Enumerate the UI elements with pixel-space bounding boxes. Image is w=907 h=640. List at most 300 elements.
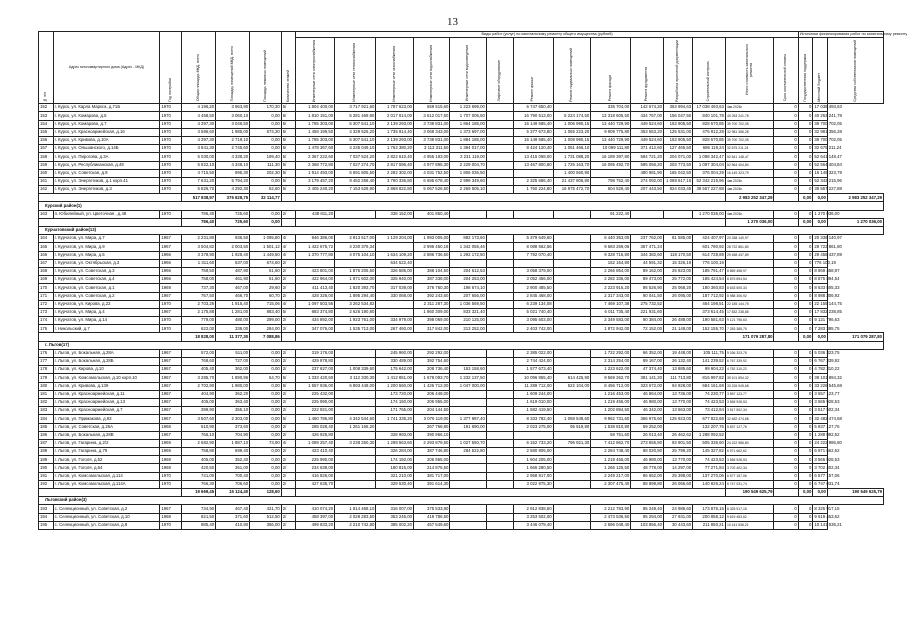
- cell-w13: 20 338 140,97: [725, 235, 774, 243]
- cell-w11: 25 799,20: [664, 448, 693, 456]
- cell-w11: 353 994,63: [664, 104, 693, 112]
- cell-s2: 355,10: [216, 407, 250, 415]
- cell-f3: 7 283 385,75: [813, 325, 828, 333]
- cell-f1: 0: [774, 120, 798, 128]
- cell-w12: 190 581,63: [693, 317, 726, 325]
- cell-w11: 118 170,50: [664, 251, 693, 259]
- subtotal-w12: 2 983 252 347,29: [725, 194, 774, 202]
- cell-w8: 796 921,30: [553, 439, 591, 447]
- subtotal-w12: 1 270 036,00: [725, 218, 774, 226]
- cell-w10: 237 762,00: [631, 235, 664, 243]
- cell-w11: 25 068,20: [664, 284, 693, 292]
- cell-w1: 411 413,40: [296, 284, 335, 292]
- subtotal-s2: 11 377,30: [216, 333, 250, 341]
- cell-f3: 39 700 702,05: [813, 136, 828, 144]
- subtotal-s3: 32 114,77: [250, 194, 282, 202]
- cell-f3: 6 747 031,74: [813, 480, 828, 488]
- cell-w6: [486, 317, 513, 325]
- cell-w5: 1 884 185,00: [450, 136, 486, 144]
- cell-s3: 54,70: [250, 374, 282, 382]
- cell-k: 2/: [281, 456, 296, 464]
- subtotal-empty: [296, 194, 726, 202]
- cell-s1: 3 378,90: [182, 251, 216, 259]
- cell-s1: 758,80: [182, 448, 216, 456]
- cell-w11: [664, 423, 693, 431]
- cell-f1: 0: [774, 431, 798, 439]
- cell-f3: 17 832 238,85: [813, 308, 828, 316]
- cell-w5: 2 269 505,10: [450, 186, 486, 194]
- cell-w12: 173 876,15: [693, 505, 726, 513]
- cell-f2: 0: [798, 276, 813, 284]
- cell-w12: 73 412,84: [693, 407, 726, 415]
- cell-w3: 171 765,00: [376, 407, 414, 415]
- cell-w6: [486, 161, 513, 169]
- cell-s3: 61,60: [250, 267, 282, 275]
- cell-s3: 0,00: [250, 464, 282, 472]
- cell-w7: 10 096 955,40: [513, 374, 553, 382]
- col-w10: Ремонт фундамента: [631, 37, 664, 104]
- cell-f2: 0: [798, 112, 813, 120]
- cell-s1: 741,00: [182, 472, 216, 480]
- subtotal-empty: [296, 489, 726, 497]
- cell-s2: 361,00: [216, 464, 250, 472]
- cell-y: 1967: [160, 235, 182, 243]
- cell-w10: 86 652,00: [631, 472, 664, 480]
- cell-f2: 0: [798, 169, 813, 177]
- cell-w13: 8 988 306,92: [725, 292, 774, 300]
- cell-f2: 0: [798, 104, 813, 112]
- cell-w4: 1 860 309,00: [414, 308, 450, 316]
- cell-w3: 326 585,00: [376, 267, 414, 275]
- cell-f3: 24 222 986,80: [813, 439, 828, 447]
- cell-w7: 8 088 562,56: [513, 243, 553, 251]
- cell-w5: 284 522,80: [450, 448, 486, 456]
- subtotal-w12: 171 079 287,80: [725, 333, 774, 341]
- cell-w13: 16 149 323,79: [725, 169, 774, 177]
- cell-n: 178: [39, 366, 54, 374]
- cell-w3: 330 068,00: [376, 292, 414, 300]
- cell-n: 188: [39, 448, 54, 456]
- cell-s2: 511,00: [216, 349, 250, 357]
- cell-s2: 338,00: [216, 325, 250, 333]
- cell-w2: [335, 464, 376, 472]
- cell-w6: [486, 398, 513, 406]
- subtotal-s1: 786,40: [182, 218, 216, 226]
- cell-w13: 39 101 894,32: [725, 374, 774, 382]
- cell-s3: 284,00: [250, 325, 282, 333]
- cell-k: 4/: [281, 251, 296, 259]
- cell-s1: 2 702,90: [182, 382, 216, 390]
- table-row: [39, 169, 884, 177]
- cell-s3: 202,30: [250, 169, 282, 177]
- cell-w13: 32 981 356,28: [725, 128, 774, 136]
- cell-w9: 1 219 455,00: [591, 456, 631, 464]
- cell-s2: 706,60: [216, 480, 250, 488]
- cell-k: 2/: [281, 325, 296, 333]
- cell-w3: 1 762 380,20: [376, 145, 414, 153]
- cell-w3: 385 002,20: [376, 521, 414, 529]
- subtotal-s1: 517 838,97: [182, 194, 216, 202]
- table-row: [39, 390, 884, 398]
- cell-s1: 765,10: [182, 431, 216, 439]
- cell-w6: [486, 423, 513, 431]
- col-f1: Государственная поддержка: [798, 37, 813, 104]
- cell-w2: [335, 407, 376, 415]
- cell-w12: 180 360,83: [693, 284, 726, 292]
- cell-a: г. Льгов, ул. Комсомольская, д.114: [53, 472, 160, 480]
- cell-w1: 225 990,00: [296, 456, 335, 464]
- cell-f2: 0: [798, 398, 813, 406]
- cell-s2: 704,90: [216, 431, 250, 439]
- financing-group-header: Источники финансирования работ по капитальному ремонту: [799, 32, 907, 36]
- cell-w2: 4 075 104,10: [335, 251, 376, 259]
- cell-k: 2/: [281, 276, 296, 284]
- cell-w10: 66 352,00: [631, 349, 664, 357]
- cell-y: 1967: [160, 505, 182, 513]
- cell-w9: 2 696 048,40: [591, 521, 631, 529]
- cell-w12: 424 407,97: [693, 235, 726, 243]
- cell-w9: 2 284 748,40: [591, 448, 631, 456]
- table-header: [39, 32, 907, 104]
- cell-w7: 1 609 244,00: [513, 390, 553, 398]
- cell-w11: 13 770,00: [664, 398, 693, 406]
- cell-w7: 2 325 686,40: [513, 177, 553, 185]
- cell-f2: 0: [798, 251, 813, 259]
- cell-s3: 170,30: [250, 104, 282, 112]
- cell-w4: 6 695 678,40: [414, 177, 450, 185]
- cell-s1: 3 507,60: [182, 415, 216, 423]
- col-w12: Строительный контроль: [693, 37, 726, 104]
- cell-f3: 32 482 474,68: [813, 415, 828, 423]
- cell-w1: 3 179 457,20: [296, 177, 335, 185]
- cell-w8: [553, 366, 591, 374]
- cell-f2: 0: [798, 177, 813, 185]
- col-area-nonres: Площадь нежилых помещений: [250, 32, 282, 104]
- cell-a: г. Льгов, ул. Бокальная, д.28В: [53, 431, 160, 439]
- cell-w8: 614 425,90: [553, 374, 591, 382]
- cell-k: 5/: [281, 186, 296, 194]
- cell-f2: 0: [798, 128, 813, 136]
- cell-w1: 1 333 420,60: [296, 374, 335, 382]
- cell-n: 191: [39, 472, 54, 480]
- cell-w9: 2 223 916,20: [591, 284, 631, 292]
- cell-y: 1968: [160, 513, 182, 521]
- cell-w11: 824 033,45: [664, 186, 693, 194]
- subtotal-f3: 2 983 252 347,29: [827, 194, 883, 202]
- cell-w7: 2 023 275,00: [513, 423, 553, 431]
- subtotal-empty: [39, 489, 182, 497]
- cell-y: 1970: [160, 104, 182, 112]
- cell-f2: 0: [798, 136, 813, 144]
- cell-w1: 458 397,00: [296, 513, 335, 521]
- subtotal-empty: [774, 333, 798, 341]
- cell-f1: 0: [774, 464, 798, 472]
- cell-s3: 60,70: [250, 292, 282, 300]
- cell-y: 1968: [160, 423, 182, 431]
- cell-w6: [486, 169, 513, 177]
- cell-s1: 2 703,26: [182, 300, 216, 308]
- cell-w10: 90 041,50: [631, 292, 664, 300]
- cell-a: г. Курск, ул. Ольшанского, д.14Б: [53, 145, 160, 153]
- cell-w10: 88 899,80: [631, 480, 664, 488]
- cell-w6: [486, 284, 513, 292]
- cell-f2: 0: [798, 259, 813, 267]
- cell-n: 195: [39, 521, 54, 529]
- cell-w5: 1 373 697,00: [450, 128, 486, 136]
- cell-f1: 0: [774, 456, 798, 464]
- cell-w8: [553, 472, 591, 480]
- cell-f1: 0: [774, 284, 798, 292]
- cell-s3: 0,00: [250, 358, 282, 366]
- cell-s3: 199,40: [250, 153, 282, 161]
- cell-k: 5/: [281, 104, 296, 112]
- cell-a: г. Курчатов, ул. Советская, д.3: [53, 267, 160, 275]
- cell-w9: 1 266 125,50: [591, 464, 631, 472]
- cell-n: 153: [39, 112, 54, 120]
- cell-s1: 3 285,70: [182, 374, 216, 382]
- cell-w8: [553, 308, 591, 316]
- cell-a: г. Курск, ул. Энергетиков, д.3: [53, 186, 160, 194]
- cell-w5: [450, 210, 486, 218]
- cell-s3: 715,06: [250, 300, 282, 308]
- cell-f3: 8 633 505,33: [813, 284, 828, 292]
- cell-s3: 0,00: [250, 145, 282, 153]
- cell-w8: [553, 317, 591, 325]
- cell-w1: 2 405 240,20: [296, 186, 335, 194]
- cell-w9: 1 872 942,00: [591, 325, 631, 333]
- cell-w8: [553, 243, 591, 251]
- cell-w8: 1 051 466,10: [553, 145, 591, 153]
- cell-f1: 0: [774, 300, 798, 308]
- cell-n: 177: [39, 358, 54, 366]
- cell-w2: [335, 448, 376, 456]
- cell-y: 1967: [160, 292, 182, 300]
- cell-w3: 634 522,40: [376, 259, 414, 267]
- col-address: Адрес многоквартирного дома (Адрес - МКД): [53, 32, 160, 104]
- cell-w5: [450, 407, 486, 415]
- cell-w6: [486, 374, 513, 382]
- cell-w1: 1 460 786,80: [296, 415, 335, 423]
- cell-s2: 2 745,60: [216, 145, 250, 153]
- cell-w11: 203 773,50: [664, 161, 693, 169]
- cell-s1: 405,00: [182, 456, 216, 464]
- table-row: [39, 136, 884, 144]
- cell-k: 2/: [281, 398, 296, 406]
- subtotal-row: [39, 194, 884, 202]
- cell-y: 1970: [160, 186, 182, 194]
- col-w5: Инженерные сети водоотведения: [450, 37, 486, 104]
- cell-w9: 58 751,60: [591, 431, 631, 439]
- cell-w10: 95 294,00: [631, 513, 664, 521]
- cell-y: 1967: [160, 390, 182, 398]
- cell-w5: 2 231 119,00: [450, 153, 486, 161]
- cell-k: 5/: [281, 169, 296, 177]
- cell-w8: [553, 235, 591, 243]
- cell-w8: [553, 292, 591, 300]
- cell-w10: 86 526,90: [631, 284, 664, 292]
- cell-f2: 0: [798, 513, 813, 521]
- cell-w3: 1 735 914,40: [376, 128, 414, 136]
- cell-s1: 2 175,88: [182, 308, 216, 316]
- cell-f2: 0: [798, 456, 813, 464]
- cell-s2: 1 928,40: [216, 251, 250, 259]
- cell-w10: 344 382,60: [631, 251, 664, 259]
- table-row: [39, 145, 884, 153]
- cell-w5: [450, 358, 486, 366]
- cell-s2: 1 281,00: [216, 308, 250, 316]
- cell-w6: [486, 407, 513, 415]
- cell-n: 155: [39, 128, 54, 136]
- table-row: [39, 374, 884, 382]
- cell-f2: 0: [798, 480, 813, 488]
- cell-f1: 0: [774, 186, 798, 194]
- cell-w12: 74 423,53: [693, 398, 726, 406]
- cell-w11: 26 095,00: [664, 292, 693, 300]
- cell-y: 1969: [160, 284, 182, 292]
- cell-k: 5/: [281, 308, 296, 316]
- cell-w4: 206 955,00: [414, 456, 450, 464]
- cell-w2: 2 626 190,80: [335, 308, 376, 316]
- cell-f1: 0: [774, 169, 798, 177]
- cell-w11: [664, 308, 693, 316]
- page-number: 13: [447, 16, 458, 28]
- cell-k: 2/: [281, 464, 296, 472]
- cell-s1: 405,00: [182, 398, 216, 406]
- cell-f2: 0: [798, 300, 813, 308]
- cell-s1: 2 682,90: [182, 439, 216, 447]
- cell-w9: 2 307 475,40: [591, 480, 631, 488]
- cell-w11: [664, 210, 693, 218]
- cell-w4: 3 739 831,00: [414, 136, 450, 144]
- cell-s2: 363,40: [216, 398, 250, 406]
- cell-w4: 206 955,00: [414, 398, 450, 406]
- cell-s2: 362,00: [216, 366, 250, 374]
- cell-w11: 14 297,00: [664, 464, 693, 472]
- cell-y: 1970: [160, 153, 182, 161]
- cell-w13: 40 253 241,78: [725, 112, 774, 120]
- cell-s1: 399,90: [182, 407, 216, 415]
- cell-s1: 5 030,00: [182, 153, 216, 161]
- table-row: [39, 243, 884, 251]
- cell-s3: 674,30: [250, 128, 282, 136]
- cell-w10: 85 249,40: [631, 505, 664, 513]
- cell-w6: [486, 300, 513, 308]
- cell-w2: 1 923 761,00: [335, 317, 376, 325]
- cell-f3: 52 564 404,84: [813, 161, 828, 169]
- cell-n: 157: [39, 145, 54, 153]
- cell-f1: 0: [774, 472, 798, 480]
- cell-w8: 5 224 174,50: [553, 112, 591, 120]
- table-row: [39, 104, 884, 112]
- cell-w13: 7 283 385,75: [725, 325, 774, 333]
- cell-w12: 187 712,92: [693, 292, 726, 300]
- cell-w2: 7 037 524,20: [335, 153, 376, 161]
- cell-w4: 3 739 831,00: [414, 120, 450, 128]
- cell-w9: 13 440 729,90: [591, 120, 631, 128]
- cell-n: 156: [39, 136, 54, 144]
- cell-f1: 0: [774, 521, 798, 529]
- cell-w13: 3 565 928,53: [725, 456, 774, 464]
- cell-s1: 737,30: [182, 284, 216, 292]
- cell-w10: 44 591,32: [631, 259, 664, 267]
- cell-n: 170: [39, 284, 54, 292]
- cell-s3: 73,90: [250, 439, 282, 447]
- cell-w8: [553, 349, 591, 357]
- subtotal-empty: [281, 194, 296, 202]
- cell-f3: 32 981 356,28: [813, 128, 828, 136]
- cell-f3: 28 722 861,80: [813, 243, 828, 251]
- cell-w13: 5 837 127,76: [725, 423, 774, 431]
- cell-w5: [450, 521, 486, 529]
- cell-w10: 381 141,20: [631, 374, 664, 382]
- cell-f1: 0: [774, 267, 798, 275]
- cell-w7: 5 021 740,40: [513, 308, 553, 316]
- cell-w10: 26 013,40: [631, 431, 664, 439]
- cell-w9: 7 469 107,38: [591, 300, 631, 308]
- cell-n: 162: [39, 186, 54, 194]
- cell-n: 158: [39, 153, 54, 161]
- cell-w1: 1 810 151,00: [296, 112, 335, 120]
- cell-s3: 1 095,80: [250, 235, 282, 243]
- cell-w5: [450, 398, 486, 406]
- cell-w7: 1 577 673,40: [513, 366, 553, 374]
- cell-w13: [725, 431, 774, 439]
- cell-w4: 204 144,50: [414, 407, 450, 415]
- cell-w3: 245 960,00: [376, 349, 414, 357]
- cell-w8: [553, 210, 591, 218]
- cell-w13: 39 700 702,05: [725, 136, 774, 144]
- cell-n: 194: [39, 513, 54, 521]
- cell-y: 1969: [160, 464, 182, 472]
- cell-k: 5/: [281, 112, 296, 120]
- table-row: [39, 186, 884, 194]
- cell-n: 167: [39, 259, 54, 267]
- cell-w11: 153 905,50: [664, 120, 693, 128]
- cell-w11: 111 713,80: [664, 374, 693, 382]
- cell-w2: 5 281 469,90: [335, 112, 376, 120]
- cell-n: 166: [39, 251, 54, 259]
- table-row: [39, 284, 884, 292]
- cell-w1: 438 811,20: [296, 210, 335, 218]
- cell-n: 168: [39, 267, 54, 275]
- cell-a: г. Курск, ул. Карла Маркса, д.71Б: [53, 104, 160, 112]
- cell-s3: 0,00: [250, 480, 282, 488]
- cell-w12: 840 101,78: [693, 112, 726, 120]
- cell-w4: 388 104,50: [414, 267, 450, 275]
- cell-s3: 356,00: [250, 521, 282, 529]
- cell-a: г. Льгов, ул. Бокальная, д.28А: [53, 349, 160, 357]
- cell-f2: 0: [798, 243, 813, 251]
- cell-n: 173: [39, 308, 54, 316]
- cell-f1: 0: [774, 366, 798, 374]
- cell-y: 1967: [160, 374, 182, 382]
- cell-w13: 6 577 157,06: [725, 472, 774, 480]
- subtotal-f1: 0,00: [798, 333, 813, 341]
- col-area-total: Общая площадь МКД, всего: [182, 32, 216, 104]
- cell-f3: 8 988 306,92: [813, 292, 828, 300]
- cell-f2: 0: [798, 423, 813, 431]
- cell-y: 1967: [160, 358, 182, 366]
- cell-s1: 7 631,20: [182, 177, 216, 185]
- cell-w3: 2 822 610,40: [376, 153, 414, 161]
- cell-w7: 2 912 838,60: [513, 505, 553, 513]
- cell-k: 2/: [281, 284, 296, 292]
- cell-w4: 1 426 712,00: [414, 382, 450, 390]
- cell-f1: 0: [774, 448, 798, 456]
- cell-w11: 204 071,00: [664, 153, 693, 161]
- cell-w11: 26 056,60: [664, 480, 693, 488]
- cell-w7: 15 149 585,40: [513, 136, 553, 144]
